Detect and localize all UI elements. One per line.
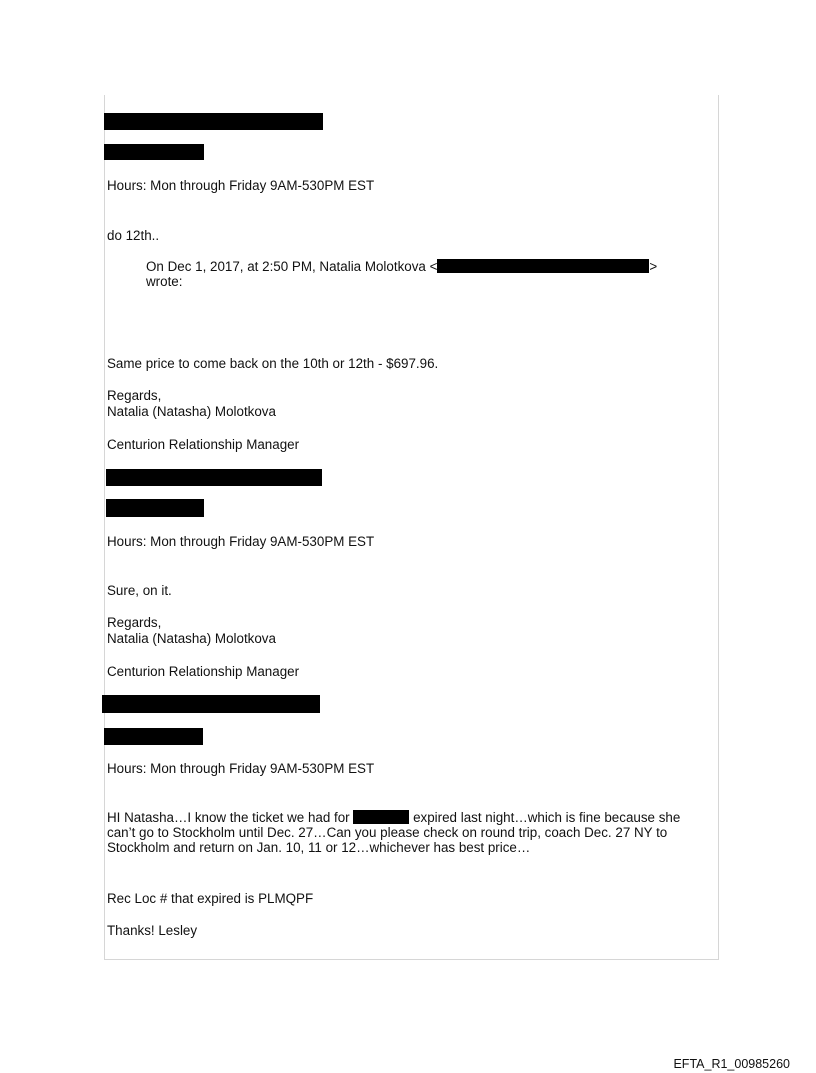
hours-line: Hours: Mon through Friday 9AM-530PM EST (107, 761, 375, 776)
sender-name: Natalia (Natasha) Molotkova (107, 631, 276, 646)
price-text: Same price to come back on the 10th or 12th - $697.96. (107, 356, 439, 371)
redaction-bar (104, 144, 204, 160)
document-id: EFTA_R1_00985260 (673, 1057, 790, 1071)
reply-text: do 12th.. (107, 228, 160, 243)
redacted-email (437, 259, 649, 273)
redaction-bar (102, 695, 320, 713)
regards-text: Regards, (107, 388, 162, 403)
redaction-bar (106, 499, 204, 517)
hours-line: Hours: Mon through Friday 9AM-530PM EST (107, 178, 375, 193)
signoff-text: Thanks! Lesley (107, 923, 198, 938)
sender-name: Natalia (Natasha) Molotkova (107, 404, 276, 419)
hours-line: Hours: Mon through Friday 9AM-530PM EST (107, 534, 375, 549)
reply-text: Sure, on it. (107, 583, 172, 598)
message-part: HI Natasha…I know the ticket we had for (107, 810, 354, 825)
rec-loc-text: Rec Loc # that expired is PLMQPF (107, 891, 314, 906)
regards-text: Regards, (107, 615, 162, 630)
sender-title: Centurion Relationship Manager (107, 437, 300, 452)
quote-on-text: On Dec 1, 2017, at 2:50 PM, Natalia Molotkova < (146, 259, 438, 274)
sender-title: Centurion Relationship Manager (107, 664, 300, 679)
redacted-name (353, 810, 409, 824)
quote-header (146, 259, 657, 274)
redaction-bar (104, 113, 323, 130)
message-part: expired last night…which is fine because she can’t go to Stockholm until Dec. 27…Can you please check on round trip, coach Dec. 27 NY to Stockholm and return on Jan. 10, 11 or 12…whichever has best price… (107, 810, 681, 855)
redaction-bar (106, 469, 322, 486)
quote-close-bracket: > (649, 259, 658, 274)
original-message (107, 810, 707, 855)
quote-wrote: wrote: (146, 274, 183, 289)
redaction-bar (104, 728, 203, 745)
